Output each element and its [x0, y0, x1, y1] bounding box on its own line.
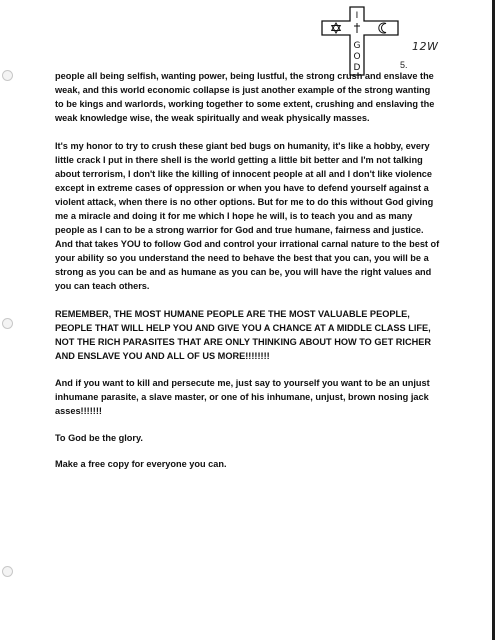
page-code: 12W	[412, 40, 439, 53]
paragraph: To God be the glory.	[55, 433, 143, 443]
punch-hole	[2, 566, 13, 577]
crescent-icon	[379, 23, 386, 33]
paragraph: people all being selfish, wanting power, being lustful, the strong crush and enslave the weak, and this world economic collapse is just another example of the strong wanting to be kings and warlords, working together to some extent, crushing and enslaving the weak knowledge wise, the weak spiritually and weak physically masses.	[55, 71, 435, 123]
page-number: 5.	[400, 60, 408, 70]
paragraph: REMEMBER, THE MOST HUMANE PEOPLE ARE THE MOST VALUABLE PEOPLE, PEOPLE THAT WILL HELP YOU AND GIVE YOU A CHANCE AT A MIDDLE CLASS LIFE, NOT THE RICH PARASITES THAT ARE ONLY THINKING ABOUT HOW TO GET RICHER AND ENSLAVE YOU AND ALL OF US MORE!!!!!!!!	[55, 309, 432, 361]
cross-emblem	[320, 5, 402, 77]
letter-body	[55, 69, 440, 484]
paragraph: Make a free copy for everyone you can.	[55, 459, 227, 469]
cross-letter: I	[355, 11, 359, 21]
cross-letter: G	[353, 41, 361, 51]
cross-letter: D	[353, 63, 361, 73]
star-of-david-icon	[332, 23, 341, 33]
cross-letter: O	[353, 52, 361, 62]
paragraph: It's my honor to try to crush these giant bed bugs on humanity, it's like a hobby, every little crack I put in there shell is the world getting a little bit better and I'm not talking about terrorism, I don't like the killing of innocent people at all and I don't like violence except in extreme cases of oppression or when you have to defend yourself against a violent attack, when there is no other options. But for me to do this without God giving me a miracle and doing it for me which I hope he will, is to teach you and as many people as I can to be a strong warrior for God and true humane, fairness and justice. And that takes YOU to follow God and control your irrational carnal nature to the best of your ability so you understand the need to behave the best that you can, you will be a strong as you can be and as humane as you can be, you will have the right values and you can teach others.	[55, 141, 440, 291]
cross-icon	[354, 23, 360, 33]
paragraph: And if you want to kill and persecute me, just say to yourself you want to be an unjust inhumane parasite, a slave master, or one of his inhumane, unjust, brown nosing jack asses!!!!!!!	[55, 378, 430, 416]
punch-hole	[2, 70, 13, 81]
punch-hole	[2, 318, 13, 329]
